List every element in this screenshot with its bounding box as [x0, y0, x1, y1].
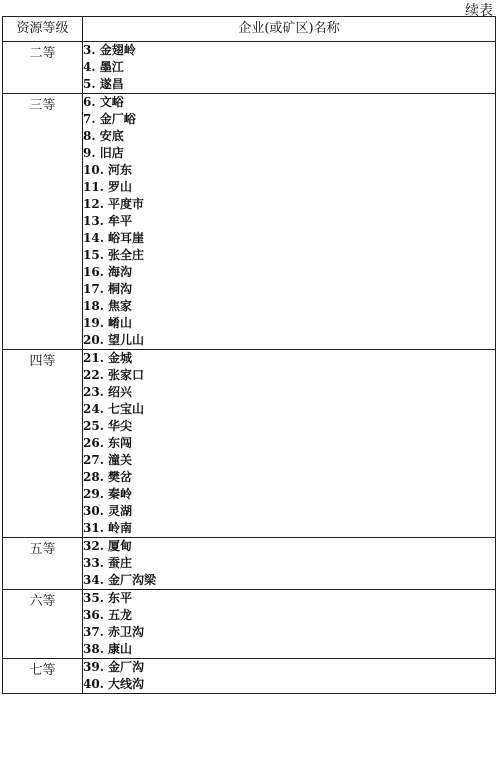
list-item: 31. 岭南 — [83, 521, 133, 535]
grade-row-4 — [3, 350, 496, 538]
enterprise-list-cell — [83, 350, 496, 538]
list-item: 39. 金厂沟 — [83, 660, 145, 674]
list-item: 17. 桐沟 — [83, 282, 133, 296]
enterprise-list — [83, 350, 495, 537]
list-item: 6. 文峪 — [83, 95, 124, 109]
list-item: 12. 平度市 — [83, 197, 145, 211]
list-item: 22. 张家口 — [83, 368, 145, 382]
list-item: 28. 樊岔 — [83, 470, 133, 484]
list-item: 33. 蚕庄 — [83, 556, 133, 570]
enterprise-list — [83, 42, 495, 93]
grade-label: 七等 — [3, 659, 83, 694]
grade-row-2 — [3, 42, 496, 94]
list-item: 36. 五龙 — [83, 608, 133, 622]
enterprise-list — [83, 590, 495, 658]
list-item: 18. 焦家 — [83, 299, 133, 313]
list-item: 4. 墨江 — [83, 60, 124, 74]
enterprise-list-cell — [83, 590, 496, 659]
grade-row-7 — [3, 659, 496, 694]
list-item: 21. 金城 — [83, 351, 133, 365]
grade-row-3 — [3, 94, 496, 350]
list-item: 11. 罗山 — [83, 180, 133, 194]
list-item: 13. 牟平 — [83, 214, 133, 228]
enterprise-list — [83, 538, 495, 589]
list-item: 34. 金厂沟梁 — [83, 573, 157, 587]
list-item: 19. 崤山 — [83, 316, 133, 330]
grade-label: 六等 — [3, 590, 83, 659]
list-item: 40. 大线沟 — [83, 677, 145, 691]
list-item: 23. 绍兴 — [83, 385, 133, 399]
list-item: 30. 灵湖 — [83, 504, 133, 518]
enterprise-list — [83, 94, 495, 349]
header-row — [3, 17, 496, 42]
grade-label: 二等 — [3, 42, 83, 94]
grade-label: 五等 — [3, 538, 83, 590]
enterprise-list-cell — [83, 94, 496, 350]
list-item: 3. 金翅岭 — [83, 43, 136, 57]
list-item: 16. 海沟 — [83, 265, 133, 279]
grade-label: 四等 — [3, 350, 83, 538]
enterprise-list-cell — [83, 42, 496, 94]
list-item: 8. 安底 — [83, 129, 124, 143]
list-item: 29. 秦岭 — [83, 487, 133, 501]
list-item: 5. 遂昌 — [83, 77, 124, 91]
grade-row-6 — [3, 590, 496, 659]
list-item: 26. 东闯 — [83, 436, 133, 450]
list-item: 38. 康山 — [83, 642, 133, 656]
enterprise-list — [83, 659, 495, 693]
list-item: 20. 望儿山 — [83, 333, 145, 347]
enterprise-list-cell — [83, 538, 496, 590]
list-item: 24. 七宝山 — [83, 402, 145, 416]
list-item: 15. 张全庄 — [83, 248, 145, 262]
resource-grade-table — [2, 16, 496, 694]
continued-label: 续表 — [465, 3, 493, 19]
header-name: 企业(或矿区)名称 — [83, 17, 496, 42]
list-item: 9. 旧店 — [83, 146, 124, 160]
enterprise-list-cell — [83, 659, 496, 694]
list-item: 37. 赤卫沟 — [83, 625, 145, 639]
grade-row-5 — [3, 538, 496, 590]
list-item: 10. 河东 — [83, 163, 133, 177]
list-item: 27. 潼关 — [83, 453, 133, 467]
list-item: 35. 东平 — [83, 591, 133, 605]
list-item: 7. 金厂峪 — [83, 112, 136, 126]
grade-label: 三等 — [3, 94, 83, 350]
list-item: 25. 华尖 — [83, 419, 133, 433]
list-item: 14. 峪耳崖 — [83, 231, 145, 245]
list-item: 32. 厦甸 — [83, 539, 133, 553]
header-level: 资源等级 — [3, 17, 83, 42]
